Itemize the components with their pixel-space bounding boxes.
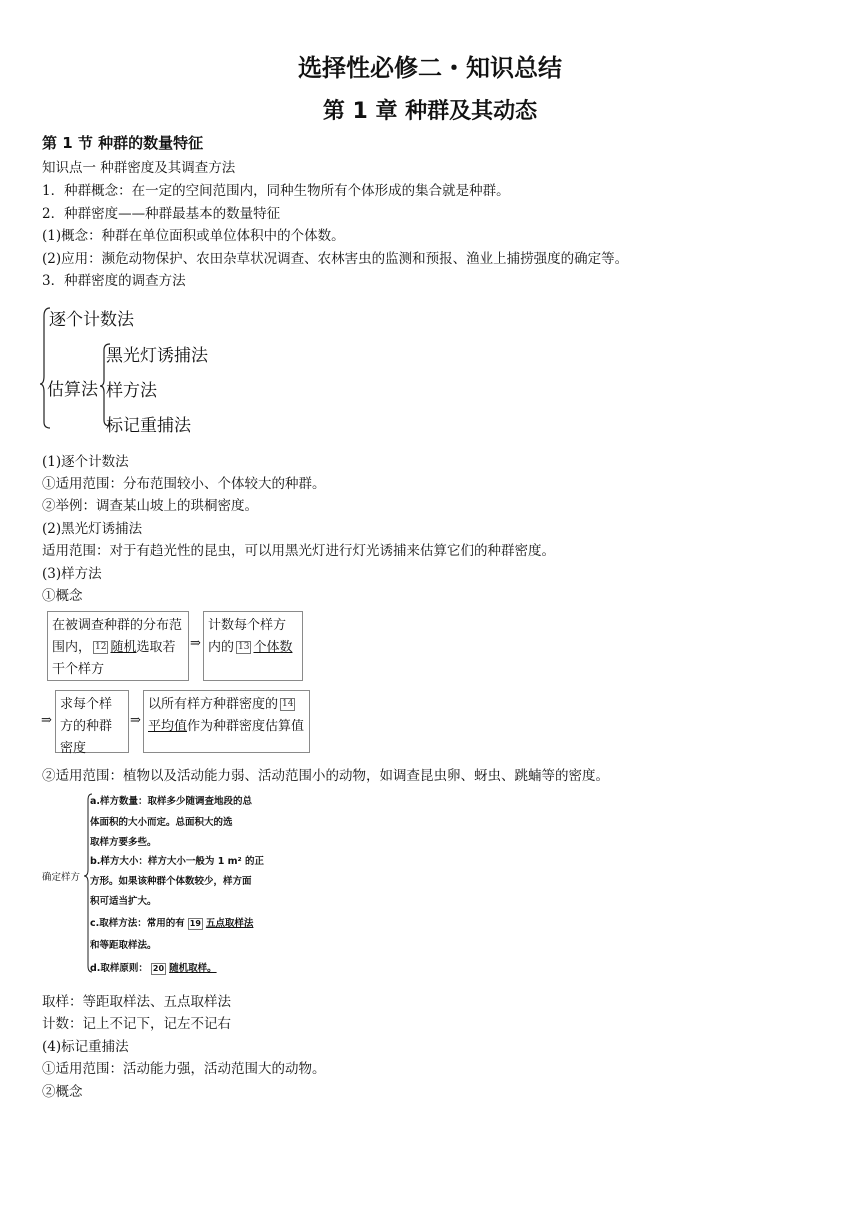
flow-box-average: 以所有样方种群密度的 14平均值作为种群密度估算值 bbox=[143, 690, 310, 753]
quadrat-item-c: c.取样方法：常用的有 19 五点取样法 bbox=[90, 918, 254, 929]
answer-number: 12 bbox=[95, 642, 107, 652]
flow-box-count-individuals: 计数每个样方内的 13 个体数 bbox=[203, 611, 303, 681]
text-line: (2)黑光灯诱捕法 bbox=[42, 521, 143, 537]
quadrat-item: b.样方大小：样方大小一般为 1 m² 的正 bbox=[90, 856, 265, 867]
text-line: (1)概念：种群在单位面积或单位体积中的个体数。 bbox=[42, 228, 345, 244]
answer-number: 14 bbox=[282, 699, 294, 709]
text-line: (4)标记重捕法 bbox=[42, 1039, 129, 1055]
quadrat-item-d: d.取样原则： 20 随机取样。 bbox=[90, 963, 217, 974]
flow-box-select-quadrats: 在被调查种群的分布范围内， 12 随机选取若干个样方 bbox=[47, 611, 189, 681]
text-line: ①概念 bbox=[42, 588, 83, 604]
text-line: ②适用范围：植物以及活动能力弱、活动范围小的动物，如调查昆虫卵、蚜虫、跳蝻等的密度。 bbox=[42, 768, 609, 784]
text-line: 取样：等距取样法、五点取样法 bbox=[42, 994, 231, 1010]
chapter-title: 第 1 章 种群及其动态 bbox=[322, 99, 538, 124]
flow-arrow: ⇒ bbox=[190, 636, 201, 651]
flow-box-density-each: 求每个样方的种群密度 bbox=[55, 690, 129, 753]
quadrat-item: 体面积的大小而定。总面积大的选 bbox=[90, 817, 233, 828]
quadrat-item: 取样方要多些。 bbox=[90, 837, 157, 848]
text-line: (2)应用：濒危动物保护、农田杂草状况调查、农林害虫的监测和预报、渔业上捕捞强度的确定等。 bbox=[42, 251, 629, 267]
text-line: ①适用范围：活动能力强，活动范围大的动物。 bbox=[42, 1061, 326, 1077]
method-estimate: 估算法 bbox=[47, 380, 98, 400]
quadrat-item: 方形。如果该种群个体数较少，样方面 bbox=[90, 876, 252, 887]
flow-arrow: ⇒ bbox=[41, 713, 52, 728]
page-title: 选择性必修二・知识总结 bbox=[298, 54, 562, 82]
text-line: (1)逐个计数法 bbox=[42, 454, 129, 470]
method-count-all: 逐个计数法 bbox=[49, 310, 134, 330]
answer-number: 19 bbox=[189, 918, 201, 928]
text-line: 知识点一 种群密度及其调查方法 bbox=[42, 160, 236, 176]
text-line: ②概念 bbox=[42, 1084, 83, 1100]
method-light-trap: 黑光灯诱捕法 bbox=[106, 346, 208, 366]
answer-number: 13 bbox=[238, 642, 250, 652]
text-line: 2．种群密度——种群最基本的数量特征 bbox=[42, 206, 281, 222]
quadrat-item: a.样方数量：取样多少随调查地段的总 bbox=[90, 796, 253, 807]
text-line: (3)样方法 bbox=[42, 566, 102, 582]
flow-arrow: ⇒ bbox=[130, 713, 141, 728]
quadrat-item: 积可适当扩大。 bbox=[90, 896, 157, 907]
text-line: 3．种群密度的调查方法 bbox=[42, 273, 186, 289]
method-mark-recapture: 标记重捕法 bbox=[106, 416, 191, 436]
quadrat-tree-root: 确定样方 bbox=[42, 872, 81, 883]
text-line: 1．种群概念：在一定的空间范围内，同种生物所有个体形成的集合就是种群。 bbox=[42, 183, 510, 199]
section-heading: 第 1 节 种群的数量特征 bbox=[42, 134, 204, 152]
quadrat-item: 和等距取样法。 bbox=[90, 940, 157, 951]
text-line: ②举例：调查某山坡上的珙桐密度。 bbox=[42, 498, 258, 514]
text-line: 适用范围：对于有趋光性的昆虫，可以用黑光灯进行灯光诱捕来估算它们的种群密度。 bbox=[42, 543, 555, 559]
method-quadrat: 样方法 bbox=[106, 381, 157, 401]
text-line: ①适用范围：分布范围较小、个体较大的种群。 bbox=[42, 476, 326, 492]
text-line: 计数：记上不记下，记左不记右 bbox=[42, 1016, 231, 1032]
answer-number: 20 bbox=[152, 963, 165, 973]
